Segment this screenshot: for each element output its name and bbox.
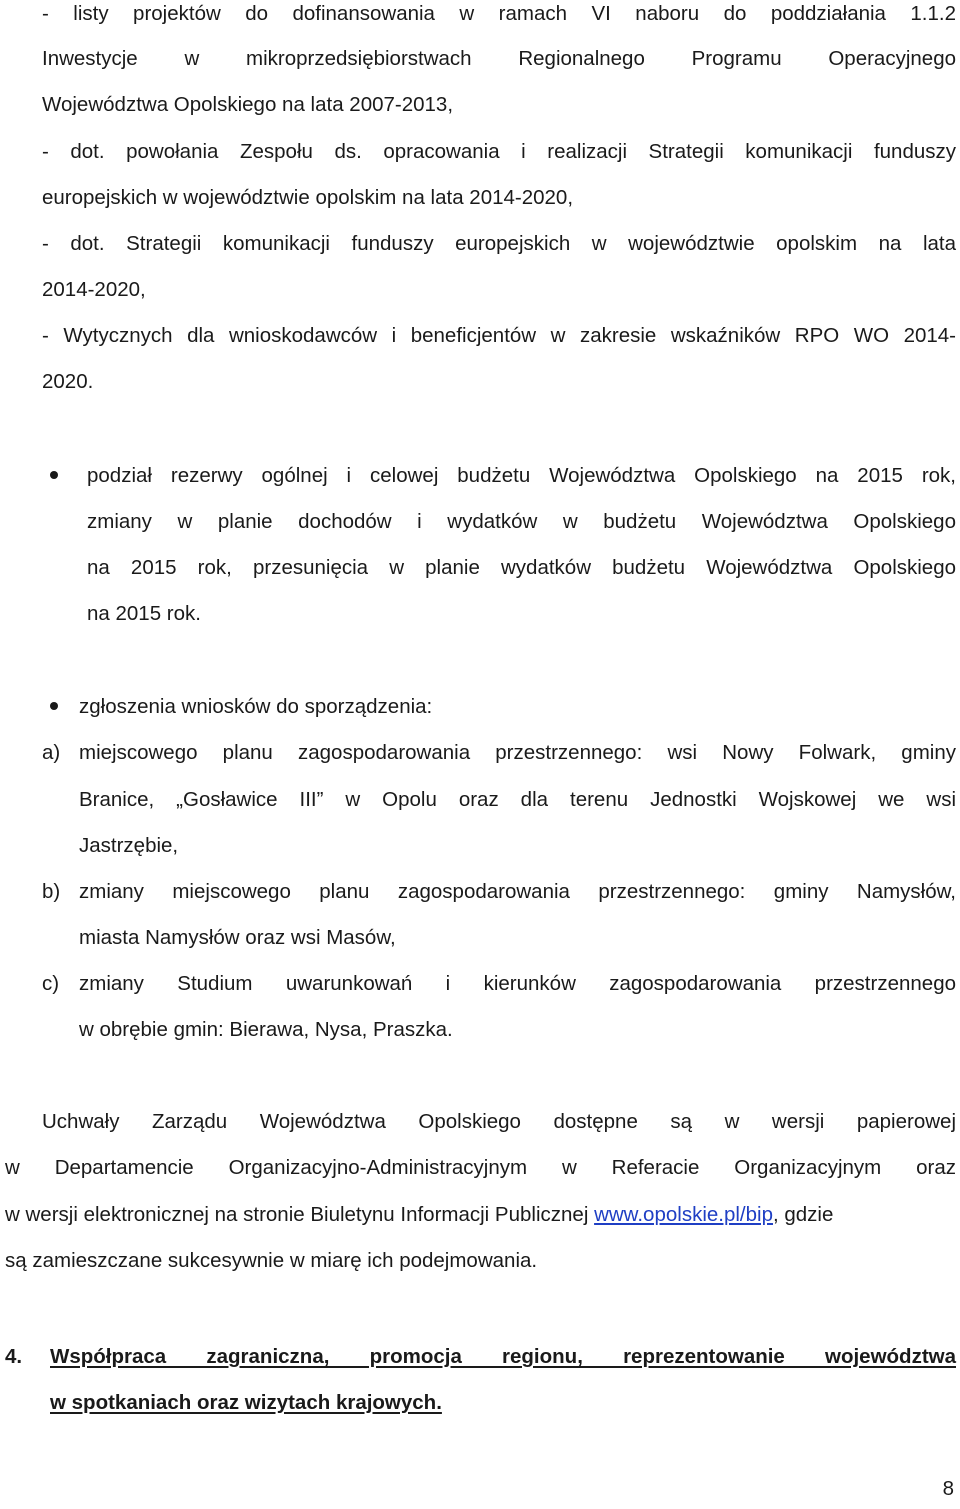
budget-line: na 2015 rok. (87, 602, 201, 625)
section-title: Współpraca zagraniczna, promocja regionu, reprezentowanie województwa (50, 1345, 956, 1368)
list-line: - listy projektów do dofinansowania w ramach VI naboru do poddziałania 1.1.2 (42, 2, 956, 25)
list-line: Inwestycje w mikroprzedsiębiorstwach Regionalnego Programu Operacyjnego (42, 47, 956, 70)
section-number: 4. (5, 1345, 23, 1368)
plans-item-a-line: miejscowego planu zagospodarowania przestrzennego: wsi Nowy Folwark, gminy (79, 741, 956, 764)
bip-link[interactable]: www.opolskie.pl/bip (594, 1203, 773, 1226)
list-line: 2014-2020, (42, 278, 146, 301)
closing-text: w wersji elektronicznej na stronie Biuletynu Informacji Publicznej (5, 1203, 595, 1226)
closing-line: są zamieszczane sukcesywnie w miarę ich podejmowania. (5, 1249, 538, 1272)
plans-item-b-line: zmiany miejscowego planu zagospodarowania przestrzennego: gminy Namysłów, (79, 880, 956, 903)
plans-item-c-line: zmiany Studium uwarunkowań i kierunków zagospodarowania przestrzennego (79, 972, 956, 995)
list-line: - Wytycznych dla wnioskodawców i beneficjentów w zakresie wskaźników RPO WO 2014- (42, 324, 956, 347)
item-marker-a: a) (42, 741, 61, 764)
plans-item-a-line: Jastrzębie, (79, 834, 179, 857)
bullet-icon (50, 471, 58, 479)
item-marker-c: c) (42, 972, 60, 995)
plans-item-b-line: miasta Namysłów oraz wsi Masów, (79, 926, 396, 949)
section-title: w spotkaniach oraz wizytach krajowych. (50, 1391, 442, 1414)
list-line: europejskich w województwie opolskim na lata 2014-2020, (42, 186, 574, 209)
plans-item-a-line: Branice, „Gosławice III” w Opolu oraz dla terenu Jednostki Wojskowej we wsi (79, 788, 956, 811)
budget-line: zmiany w planie dochodów i wydatków w budżetu Województwa Opolskiego (87, 510, 956, 533)
list-line: Województwa Opolskiego na lata 2007-2013, (42, 93, 454, 116)
budget-line: podział rezerwy ogólnej i celowej budżetu Województwa Opolskiego na 2015 rok, (87, 464, 956, 487)
budget-line: na 2015 rok, przesunięcia w planie wydatków budżetu Województwa Opolskiego (87, 556, 956, 579)
item-marker-b: b) (42, 880, 61, 903)
closing-text: , gdzie (772, 1203, 834, 1226)
bullet-icon (50, 702, 58, 710)
closing-line: w Departamencie Organizacyjno-Administracyjnym w Referacie Organizacyjnym oraz (5, 1156, 956, 1179)
list-line: 2020. (42, 370, 94, 393)
closing-line: Uchwały Zarządu Województwa Opolskiego dostępne są w wersji papierowej (42, 1110, 956, 1133)
list-line: - dot. powołania Zespołu ds. opracowania i realizacji Strategii komunikacji funduszy (42, 140, 956, 163)
plans-item-c-line: w obrębie gmin: Bierawa, Nysa, Praszka. (79, 1018, 453, 1041)
plans-intro: zgłoszenia wniosków do sporządzenia: (79, 695, 433, 718)
closing-line-with-link (5, 1203, 833, 1227)
page-number: 8 (942, 1477, 954, 1500)
list-line: - dot. Strategii komunikacji funduszy europejskich w województwie opolskim na lata (42, 232, 956, 255)
